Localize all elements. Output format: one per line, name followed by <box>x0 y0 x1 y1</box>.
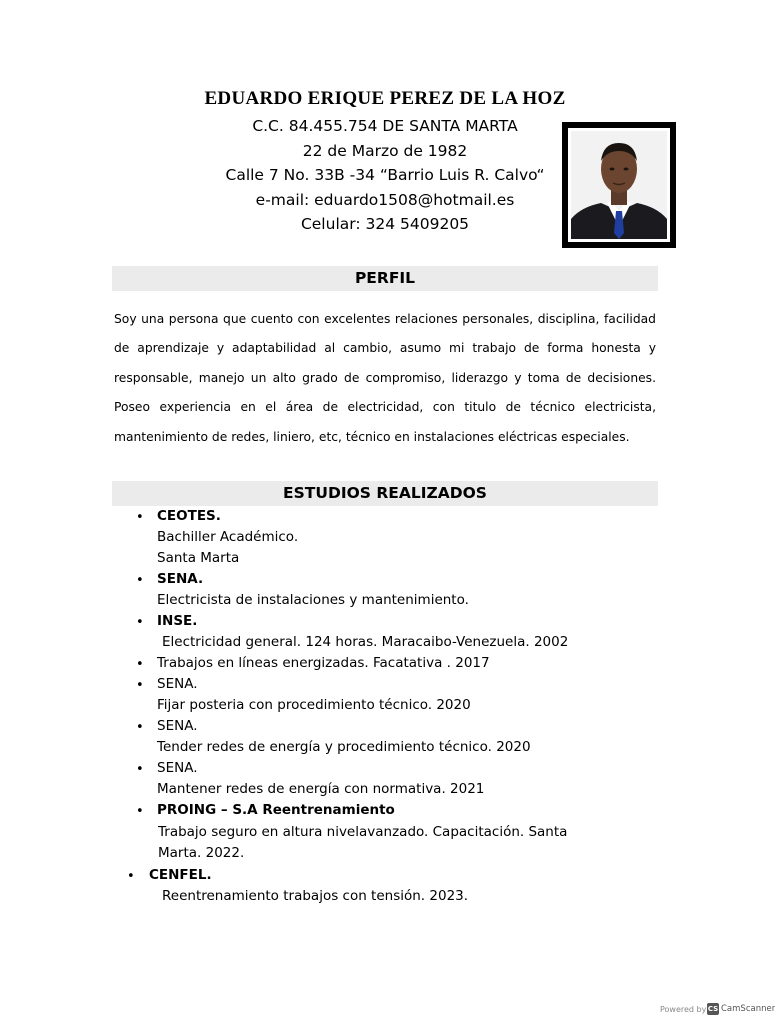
study-title: PROING – S.A Reentrenamiento <box>157 802 395 818</box>
bullet-icon: • <box>136 615 144 630</box>
study-title: CEOTES. <box>157 508 221 524</box>
camscanner-brand: CamScanner <box>721 1004 775 1014</box>
camscanner-logo-icon: CS <box>707 1005 719 1013</box>
phone: Celular: 324 5409205 <box>300 215 470 233</box>
bullet-icon: • <box>136 720 144 735</box>
study-title: SENA. <box>157 718 198 734</box>
study-detail: Fijar posteria con procedimiento técnico. 2020 <box>157 697 471 713</box>
study-detail: Reentrenamiento trabajos con tensión. 2023. <box>162 888 469 904</box>
birth-date: 22 de Marzo de 1982 <box>302 142 468 160</box>
bullet-icon: • <box>136 762 144 777</box>
study-detail: Marta. 2022. <box>158 845 245 861</box>
study-detail: Tender redes de energía y procedimiento técnico. 2020 <box>157 739 531 755</box>
address: Calle 7 No. 33B -34 “Barrio Luis R. Calvo“ <box>225 166 545 184</box>
full-name: EDUARDO ERIQUE PEREZ DE LA HOZ <box>204 88 566 109</box>
study-detail: Santa Marta <box>157 550 240 566</box>
bullet-icon: • <box>136 804 144 819</box>
study-detail: Electricista de instalaciones y mantenimiento. <box>157 592 469 608</box>
study-detail: Mantener redes de energía con normativa. 2021 <box>157 781 485 797</box>
study-detail: Trabajo seguro en altura nivelavanzado. Capacitación. Santa <box>158 824 568 840</box>
bullet-icon: • <box>136 657 144 672</box>
id-number: C.C. 84.455.754 DE SANTA MARTA <box>252 117 518 135</box>
study-title: INSE. <box>157 613 198 629</box>
estudios-heading: ESTUDIOS REALIZADOS <box>112 481 658 506</box>
email: e-mail: eduardo1508@hotmail.es <box>255 191 515 209</box>
study-detail: Electricidad general. 124 horas. Maracaibo-Venezuela. 2002 <box>162 634 569 650</box>
study-detail: Bachiller Académico. <box>157 529 299 545</box>
study-title: CENFEL. <box>149 867 212 883</box>
study-title: SENA. <box>157 676 198 692</box>
study-title: SENA. <box>157 571 204 587</box>
perfil-heading: PERFIL <box>112 266 658 291</box>
bullet-icon: • <box>136 510 144 525</box>
study-title: SENA. <box>157 760 198 776</box>
powered-by-label: Powered by <box>660 1005 707 1014</box>
portrait-photo <box>562 122 676 248</box>
profile-paragraph: Soy una persona que cuento con excelentes relaciones personales, disciplina, facilidad de aprendizaje y adaptabilidad al cambio, asumo mi trabajo de forma honesta y responsable, manejo un alto grado de compromiso, liderazgo y toma de decisiones. Poseo experiencia en el área de electricidad, con titulo de técnico electricista, mantenimiento de redes, liniero, etc, técnico en instalaciones eléctricas especiales. <box>114 312 656 444</box>
study-title: Trabajos en líneas energizadas. Facatativa . 2017 <box>157 655 490 671</box>
bullet-icon: • <box>127 869 135 884</box>
bullet-icon: • <box>136 678 144 693</box>
portrait-icon <box>571 131 667 239</box>
bullet-icon: • <box>136 573 144 588</box>
